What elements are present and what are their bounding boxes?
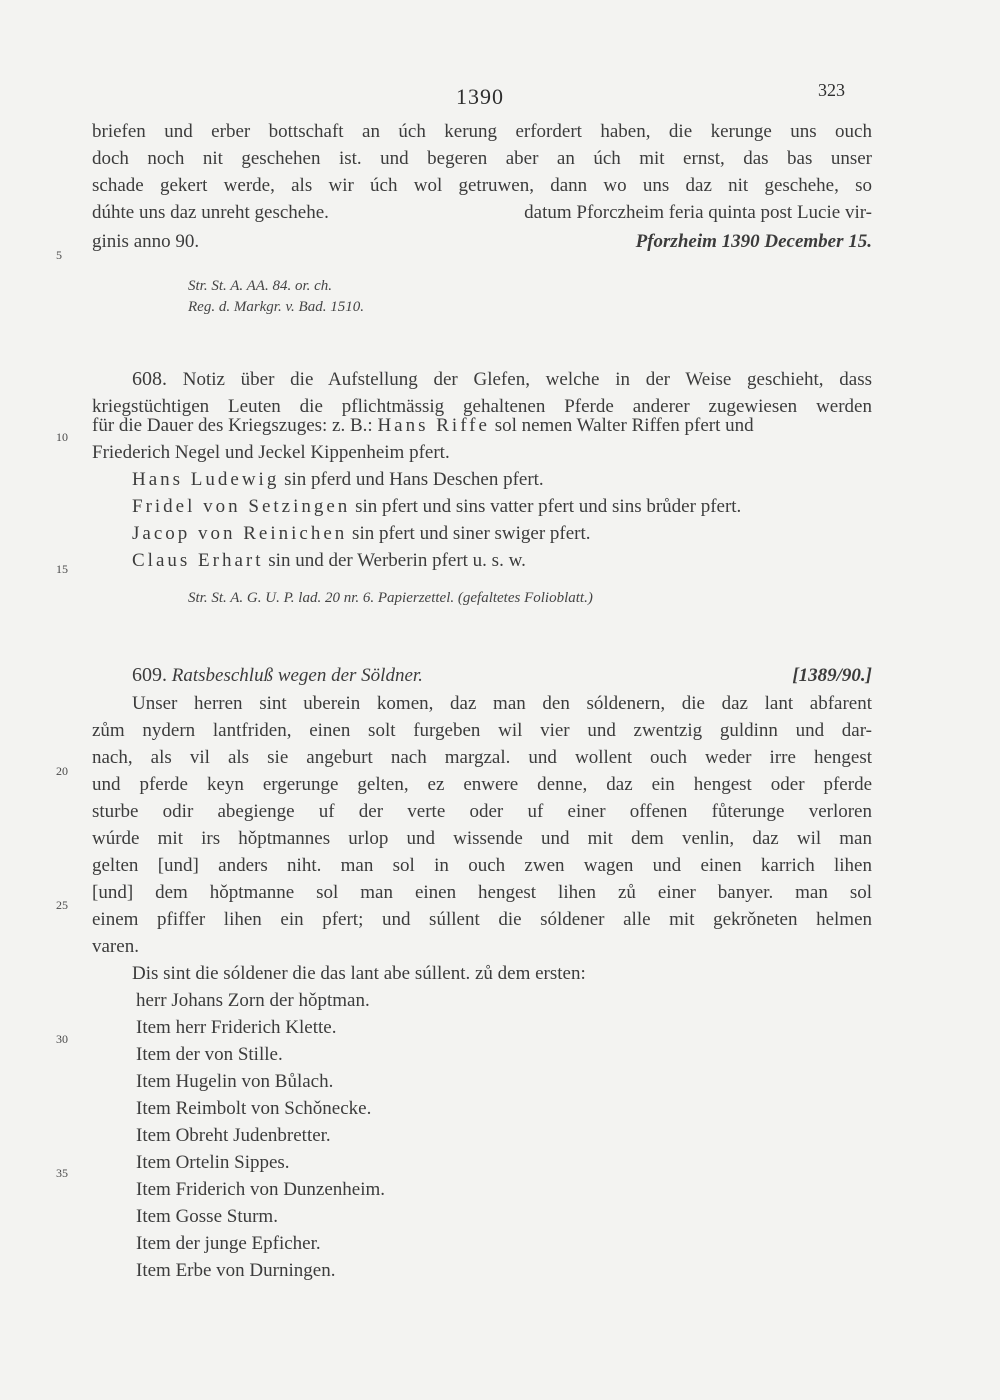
text-fragment: sol nemen Walter Riffen pfert und xyxy=(494,415,754,436)
document-date: [1389/90.] xyxy=(792,665,872,686)
page-number: 323 xyxy=(818,80,845,100)
dating-clause: datum Pforczheim feria quinta post Lucie vir- xyxy=(524,202,872,223)
entry-text: sin und der Werberin pfert u. s. w. xyxy=(268,550,526,571)
text-line: [und] dem hǒptmanne sol man einen hengest lihen zů einer banyer. man sol xyxy=(92,882,872,903)
entry-text: sin pfert und siner swiger pfert. xyxy=(352,523,591,544)
text-line: varen. xyxy=(92,936,139,957)
line-number: 10 xyxy=(56,430,68,444)
line-number: 35 xyxy=(56,1166,68,1180)
line-number: 30 xyxy=(56,1032,68,1046)
text-line: und pferde keyn ergerunge gelten, ez enwere denne, daz ein hengest oder pferde xyxy=(92,774,872,795)
person-name: Hans Ludewig xyxy=(132,469,280,490)
person-name: Claus Erhart xyxy=(132,550,264,571)
list-item: herr Johans Zorn der hǒptman. xyxy=(136,990,370,1011)
text-line xyxy=(92,199,872,226)
list-item: Item herr Friderich Klette. xyxy=(136,1017,337,1038)
entry-text: sin pfert und sins vatter pfert und sins brůder pfert. xyxy=(355,496,742,517)
list-item xyxy=(132,493,912,520)
place-date: Pforzheim 1390 December 15. xyxy=(635,231,872,252)
text-line: Friederich Negel und Jeckel Kippenheim pfert. xyxy=(92,442,450,463)
list-item: Item Gosse Sturm. xyxy=(136,1206,278,1227)
text-line xyxy=(132,366,872,393)
line-number: 5 xyxy=(56,248,62,262)
list-intro: Dis sint die sóldener die das lant abe súllent. zů dem ersten: xyxy=(132,963,586,984)
line-number: 20 xyxy=(56,764,68,778)
text-line xyxy=(92,228,872,255)
text-line: zům nydern lantfriden, einen solt furgeben wil vier und zwentzig guldinn und dar- xyxy=(92,720,872,741)
text-line: sturbe odir abegienge uf der verte oder uf einer offenen fůterunge verloren xyxy=(92,801,872,822)
list-item xyxy=(132,547,912,574)
list-item: Item Ortelin Sippes. xyxy=(136,1152,290,1173)
regest-text: Notiz über die Aufstellung der Glefen, welche in der Weise geschieht, dass xyxy=(182,369,872,390)
page-header-year: 1390 xyxy=(456,84,504,109)
list-item: Item der von Stille. xyxy=(136,1044,283,1065)
text-line: schade gekert werde, als wir úch wol getruwen, dann wo uns daz nit geschehe, so xyxy=(92,175,872,196)
list-item xyxy=(132,466,912,493)
text-line: Unser herren sint uberein komen, daz man den sóldenern, die daz lant abfarent xyxy=(132,693,872,714)
line-number: 15 xyxy=(56,562,68,576)
text-line xyxy=(92,412,872,439)
entry-text: sin pferd und Hans Deschen pfert. xyxy=(284,469,544,490)
list-item: Item Friderich von Dunzenheim. xyxy=(136,1179,386,1200)
text-line: nach, als vil als sie angeburt nach margzal. und wollent ouch weder irre hengest xyxy=(92,747,872,768)
line-number: 25 xyxy=(56,898,68,912)
source-note: Reg. d. Markgr. v. Bad. 1510. xyxy=(188,299,364,315)
document-title: Ratsbeschluß wegen der Söldner. xyxy=(171,665,423,686)
text-fragment: dúhte uns daz unreht geschehe. xyxy=(92,202,329,223)
text-line: doch noch nit geschehen ist. und begeren aber an úch mit ernst, das bas unser xyxy=(92,148,872,169)
person-name: Fridel von Setzingen xyxy=(132,496,351,517)
text-line: gelten [und] anders niht. man sol in ouch zwen wagen und einen karrich lihen xyxy=(92,855,872,876)
list-item: Item Obreht Judenbretter. xyxy=(136,1125,331,1146)
document-number: 609. xyxy=(132,664,167,686)
document-number: 608. xyxy=(132,368,167,390)
text-line: kriegstüchtigen Leuten die pflichtmässig gehaltenen Pferde anderer zugewiesen werden xyxy=(92,396,872,417)
list-item: Item Hugelin von Bůlach. xyxy=(136,1071,334,1092)
text-fragment: für die Dauer des Kriegszuges: z. B.: xyxy=(92,415,373,436)
text-line: einem pfiffer lihen ein pfert; und súllent die sóldener alle mit gekrǒneten helmen xyxy=(92,909,872,930)
list-item: Item Reimbolt von Schǒnecke. xyxy=(136,1098,372,1119)
person-name: Hans Riffe xyxy=(377,415,490,436)
text-fragment: ginis anno 90. xyxy=(92,231,200,252)
source-note: Str. St. A. AA. 84. or. ch. xyxy=(188,278,333,294)
document-heading xyxy=(132,662,872,689)
person-name: Jacop von Reinichen xyxy=(132,523,348,544)
text-line: wúrde mit irs hǒptmannes urlop und wissende und mit dem venlin, daz wil man xyxy=(92,828,872,849)
list-item: Item Erbe von Durningen. xyxy=(136,1260,336,1281)
source-note: Str. St. A. G. U. P. lad. 20 nr. 6. Papierzettel. (gefaltetes Folioblatt.) xyxy=(188,590,593,606)
list-item xyxy=(132,520,912,547)
list-item: Item der junge Epficher. xyxy=(136,1233,321,1254)
text-line: briefen und erber bottschaft an úch kerung erfordert haben, die kerunge uns ouch xyxy=(92,121,872,142)
